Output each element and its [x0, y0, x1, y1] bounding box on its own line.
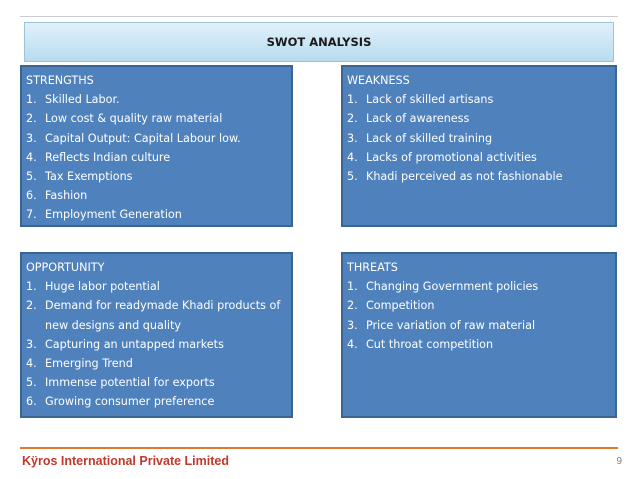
title-bar: [24, 22, 614, 62]
item-number: 3.: [347, 318, 358, 332]
item-text: Immense potential for exports: [45, 376, 215, 390]
item-number: 3.: [26, 337, 37, 351]
item-text: Khadi perceived as not fashionable: [366, 170, 563, 184]
list-item: [347, 277, 615, 296]
item-text: Capital Output: Capital Labour low.: [45, 131, 241, 145]
list-item: [347, 90, 615, 109]
list-item: [26, 186, 291, 205]
weakness-heading: WEAKNESS: [347, 74, 410, 87]
item-text: Lacks of promotional activities: [366, 150, 537, 164]
strengths-box: [20, 65, 293, 227]
item-number: 4.: [347, 150, 358, 164]
threats-heading: THREATS: [347, 261, 398, 274]
list-item: [26, 129, 291, 148]
opportunity-list: [26, 277, 291, 411]
item-number: 6.: [26, 395, 37, 409]
item-text: Growing consumer preference: [45, 395, 215, 409]
list-item: [26, 335, 291, 354]
item-number: 2.: [26, 112, 37, 126]
page-number: 9: [616, 456, 622, 467]
item-text: Capturing an untapped markets: [45, 337, 224, 351]
item-number: 5.: [26, 376, 37, 390]
item-text: Employment Generation: [45, 208, 182, 222]
item-number: 1.: [26, 93, 37, 107]
item-number: 3.: [26, 131, 37, 145]
item-number: 4.: [26, 357, 37, 371]
weakness-list: [347, 90, 615, 186]
threats-box: [341, 252, 617, 418]
list-item: [26, 392, 291, 411]
list-item: [347, 167, 615, 186]
item-number: 4.: [347, 337, 358, 351]
item-text: Skilled Labor.: [45, 93, 120, 107]
item-number: 2.: [347, 299, 358, 313]
item-text: Price variation of raw material: [366, 318, 536, 332]
item-text: Reflects Indian culture: [45, 150, 171, 164]
opportunity-heading: OPPORTUNITY: [26, 261, 105, 274]
list-item: [26, 205, 291, 224]
list-item: [26, 90, 291, 109]
list-item: [347, 148, 615, 167]
item-number: 2.: [347, 112, 358, 126]
item-number: 3.: [347, 131, 358, 145]
item-number: 7.: [26, 208, 37, 222]
item-text: Lack of skilled training: [366, 131, 493, 145]
list-item: [26, 277, 291, 296]
item-text: Low cost & quality raw material: [45, 112, 223, 126]
list-item: [26, 148, 291, 167]
item-number: 1.: [347, 280, 358, 294]
weakness-box: [341, 65, 617, 227]
list-item: [26, 109, 291, 128]
list-item: [26, 167, 291, 186]
list-item: [347, 316, 615, 335]
item-text: Competition: [366, 299, 435, 313]
item-text: Huge labor potential: [45, 280, 160, 294]
list-item: [26, 354, 291, 373]
item-number: 5.: [347, 170, 358, 184]
item-text: Fashion: [45, 189, 88, 203]
strengths-heading: STRENGTHS: [26, 74, 94, 87]
item-number: 1.: [26, 280, 37, 294]
list-item: [26, 373, 291, 392]
item-text: Lack of awareness: [366, 112, 470, 126]
opportunity-box: [20, 252, 293, 418]
item-number: 4.: [26, 150, 37, 164]
item-number: 2.: [26, 299, 37, 313]
item-number: 5.: [26, 170, 37, 184]
slide-title: SWOT ANALYSIS: [266, 35, 372, 49]
item-text: Lack of skilled artisans: [366, 93, 494, 107]
list-item: [347, 335, 615, 354]
list-item: [347, 129, 615, 148]
list-item: [26, 296, 291, 334]
item-number: 1.: [347, 93, 358, 107]
item-text: Cut throat competition: [366, 337, 494, 351]
top-divider: [20, 16, 618, 17]
company-name: Kÿros International Private Limited: [22, 454, 229, 468]
item-text: Emerging Trend: [45, 357, 133, 371]
item-text: Tax Exemptions: [45, 170, 133, 184]
list-item: [347, 296, 615, 315]
threats-list: [347, 277, 615, 354]
list-item: [347, 109, 615, 128]
footer-divider: [20, 447, 618, 449]
item-text: Changing Government policies: [366, 280, 539, 294]
item-text: Demand for readymade Khadi products of new designs and quality: [45, 299, 281, 332]
item-number: 6.: [26, 189, 37, 203]
strengths-list: [26, 90, 291, 224]
